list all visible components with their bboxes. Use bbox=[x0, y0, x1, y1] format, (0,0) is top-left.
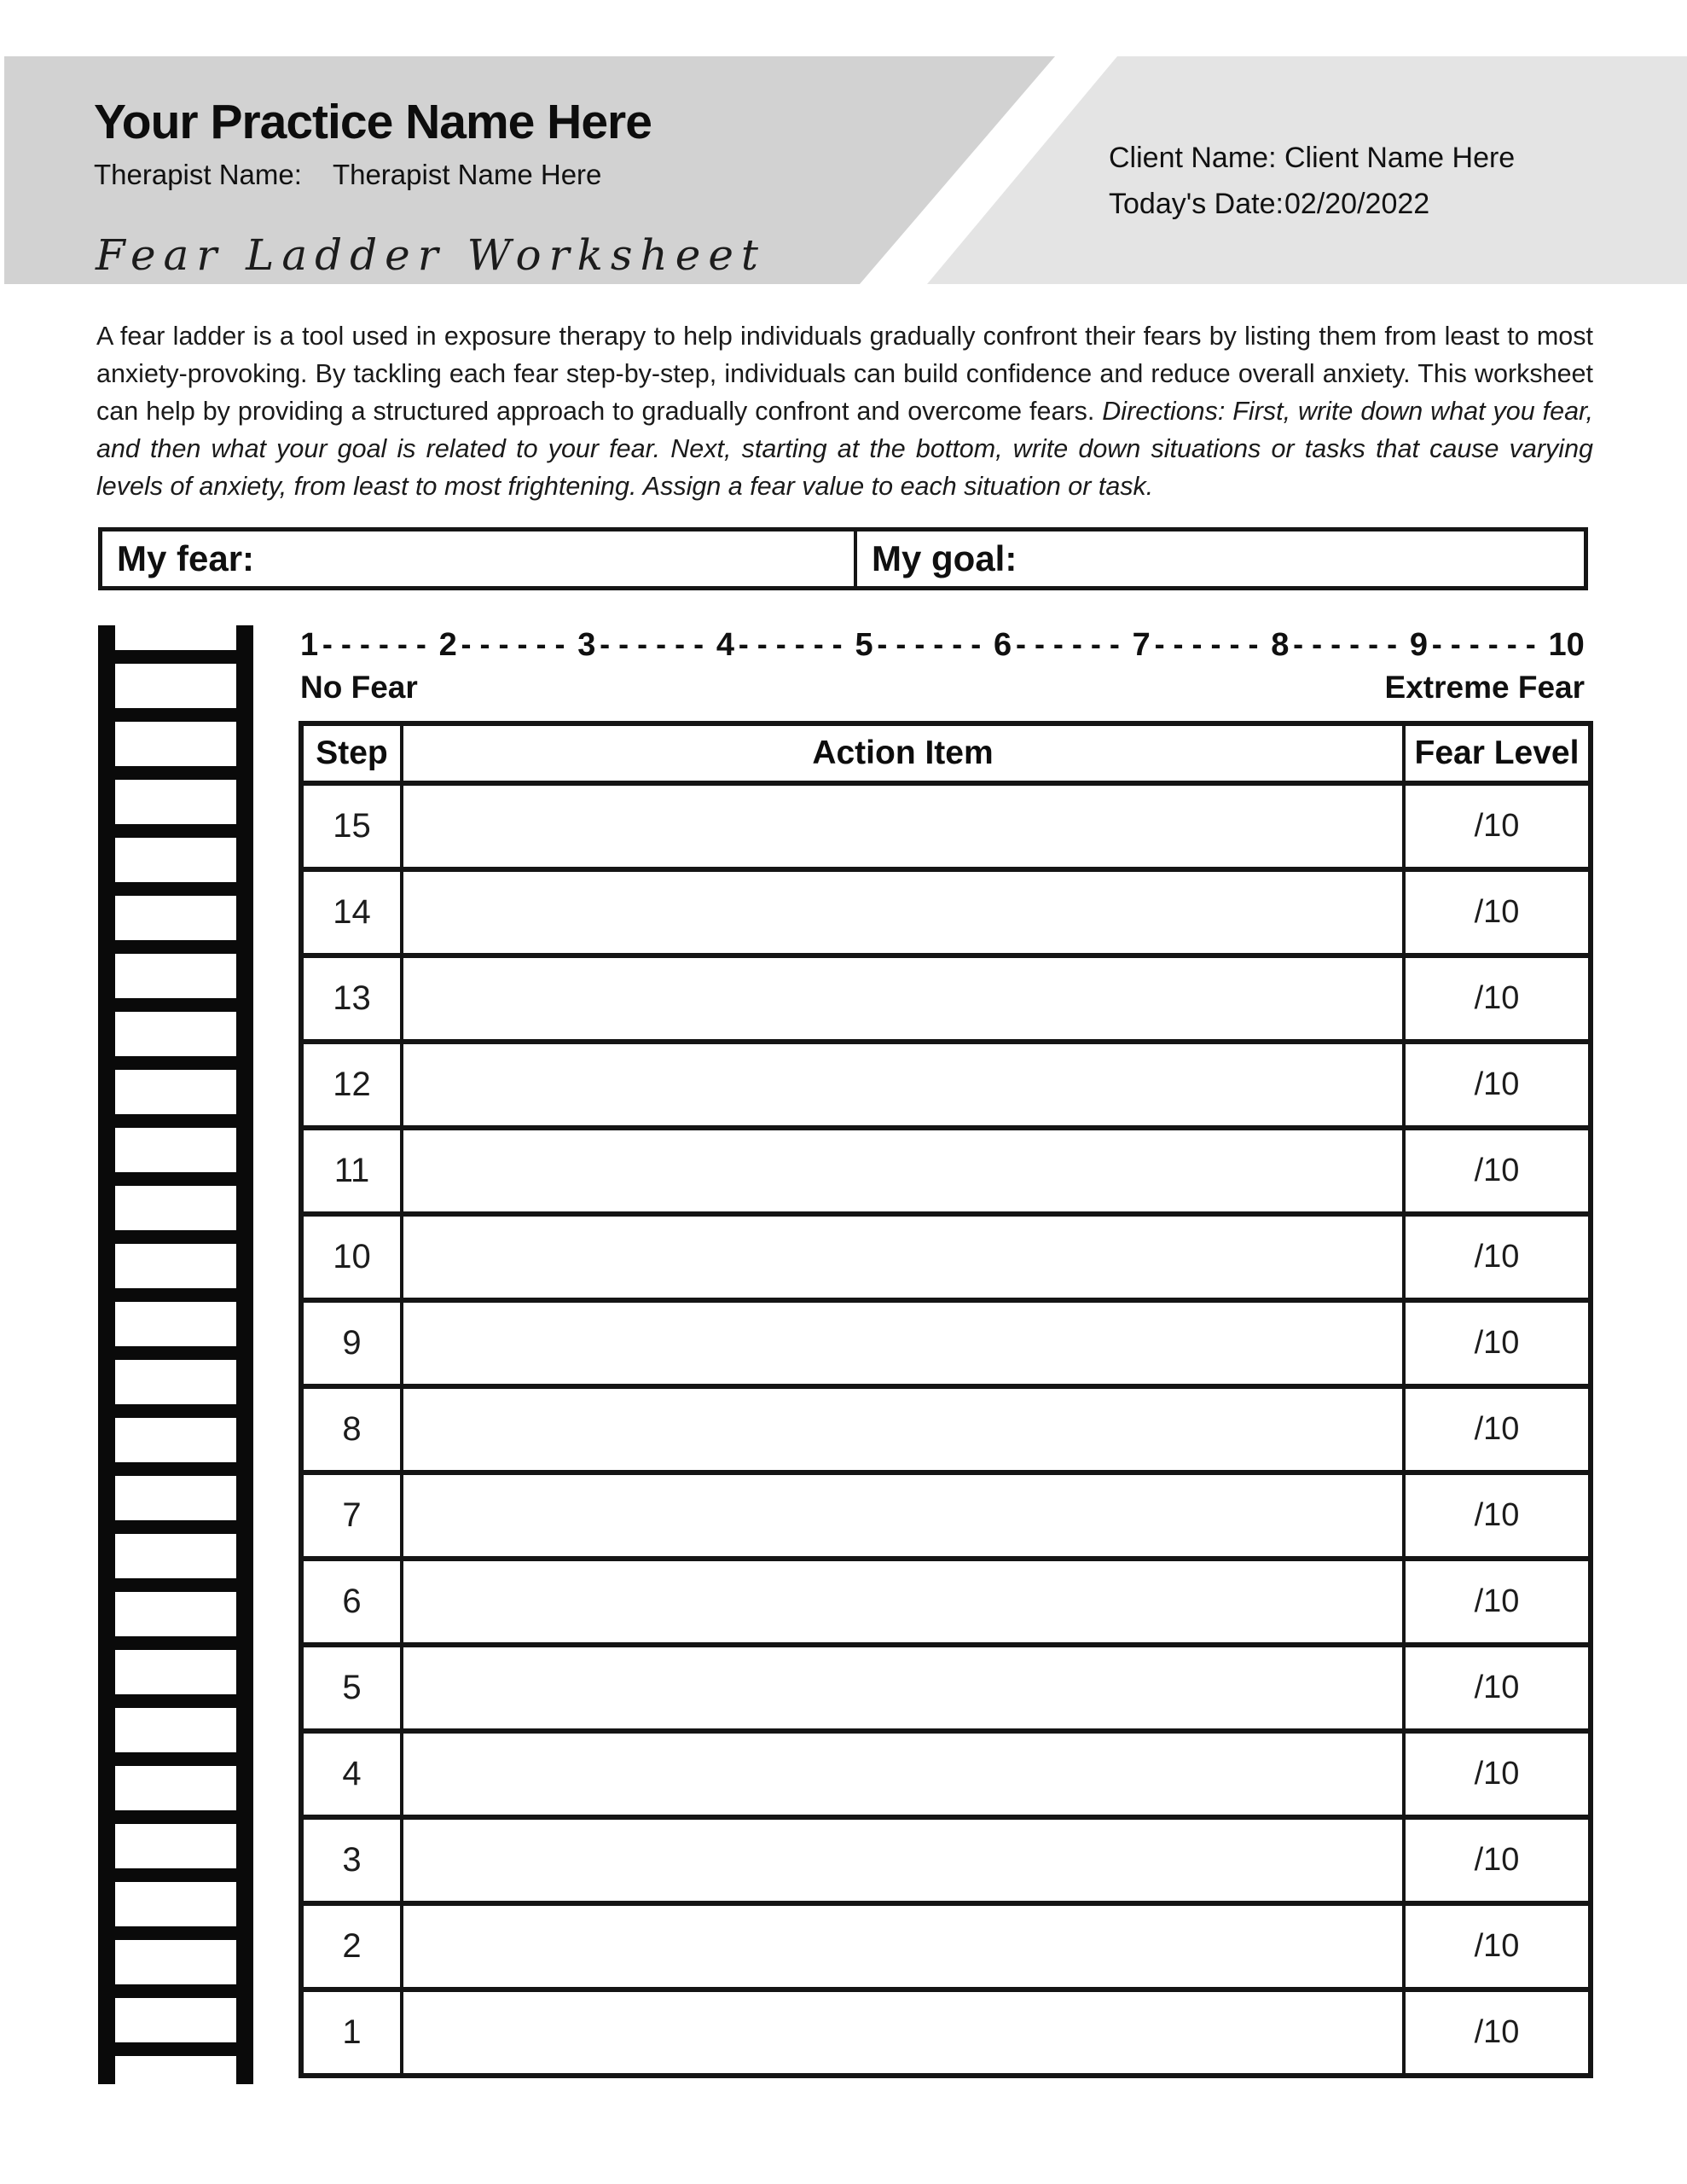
client-name-label: Client Name: bbox=[1109, 142, 1277, 174]
ladder-step-row bbox=[301, 1042, 1591, 1128]
scale-number: 6 bbox=[994, 627, 1012, 663]
action-item-cell[interactable] bbox=[402, 869, 1404, 956]
ladder-step-row bbox=[301, 1300, 1591, 1386]
fear-level-cell[interactable]: /10 bbox=[1404, 1903, 1591, 1989]
action-item-cell[interactable] bbox=[402, 1214, 1404, 1300]
ladder-step-row bbox=[301, 1645, 1591, 1731]
scale-number: 4 bbox=[716, 627, 734, 663]
action-item-cell[interactable] bbox=[402, 1472, 1404, 1559]
fear-level-cell[interactable]: /10 bbox=[1404, 1214, 1591, 1300]
scale-number: 3 bbox=[577, 627, 596, 663]
ladder-step-row bbox=[301, 956, 1591, 1042]
step-cell: 2 bbox=[301, 1903, 402, 1989]
ladder-step-row bbox=[301, 1989, 1591, 2076]
fear-level-cell[interactable]: /10 bbox=[1404, 869, 1591, 956]
scale-dash-group: ------ bbox=[1431, 625, 1545, 661]
client-info-block bbox=[1109, 142, 1515, 234]
fear-scale bbox=[300, 627, 1585, 706]
client-name-row bbox=[1109, 142, 1515, 188]
table-header-row bbox=[301, 723, 1591, 783]
step-cell: 7 bbox=[301, 1472, 402, 1559]
ladder-step-row bbox=[301, 1903, 1591, 1989]
step-column-header: Step bbox=[301, 723, 402, 783]
scale-dash-group: ------ bbox=[877, 625, 990, 661]
fear-level-cell[interactable]: /10 bbox=[1404, 1128, 1591, 1214]
ladder-step-row bbox=[301, 1559, 1591, 1645]
fear-level-cell[interactable]: /10 bbox=[1404, 956, 1591, 1042]
fear-ladder-table bbox=[299, 721, 1593, 2078]
therapist-name-label: Therapist Name: bbox=[94, 159, 302, 190]
worksheet-title: Fear Ladder Worksheet bbox=[96, 230, 766, 280]
ladder-step-row bbox=[301, 1386, 1591, 1472]
scale-number: 10 bbox=[1548, 627, 1585, 663]
action-item-cell[interactable] bbox=[402, 1989, 1404, 2076]
my-goal-label: My goal: bbox=[872, 538, 1017, 578]
action-item-cell[interactable] bbox=[402, 783, 1404, 869]
action-item-cell[interactable] bbox=[402, 1817, 1404, 1903]
action-item-cell[interactable] bbox=[402, 1386, 1404, 1472]
step-cell: 11 bbox=[301, 1128, 402, 1214]
date-value[interactable]: 02/20/2022 bbox=[1284, 188, 1430, 220]
action-item-cell[interactable] bbox=[402, 1645, 1404, 1731]
fear-level-cell[interactable]: /10 bbox=[1404, 1817, 1591, 1903]
intro-directions-text: Directions: First, write down what you fear, and then what your goal is related to your fear. Next, starting at the bottom, write down situations or tasks that cause varying levels of anxiety, from least to most frightening. Assign a fear value to each situation or task. bbox=[96, 397, 1593, 501]
action-item-cell[interactable] bbox=[402, 1300, 1404, 1386]
fear-level-cell[interactable]: /10 bbox=[1404, 1989, 1591, 2076]
fear-level-cell[interactable]: /10 bbox=[1404, 783, 1591, 869]
scale-extreme-fear-label: Extreme Fear bbox=[1384, 670, 1585, 705]
scale-number: 8 bbox=[1271, 627, 1290, 663]
step-cell: 6 bbox=[301, 1559, 402, 1645]
step-cell: 15 bbox=[301, 783, 402, 869]
therapist-name-value[interactable]: Therapist Name Here bbox=[332, 159, 602, 190]
fear-goal-box bbox=[98, 527, 1588, 590]
fear-level-cell[interactable]: /10 bbox=[1404, 1645, 1591, 1731]
action-item-cell[interactable] bbox=[402, 1903, 1404, 1989]
fear-scale-labels bbox=[300, 670, 1585, 706]
practice-name: Your Practice Name Here bbox=[94, 95, 652, 149]
scale-number: 1 bbox=[300, 627, 319, 663]
step-cell: 13 bbox=[301, 956, 402, 1042]
scale-number: 9 bbox=[1409, 627, 1429, 663]
ladder-graphic bbox=[98, 625, 253, 2084]
my-goal-cell[interactable] bbox=[857, 531, 1584, 586]
client-name-value[interactable]: Client Name Here bbox=[1284, 142, 1516, 174]
ladder-step-row bbox=[301, 1214, 1591, 1300]
step-cell: 5 bbox=[301, 1645, 402, 1731]
date-label: Today's Date: bbox=[1109, 188, 1284, 220]
ladder-step-row bbox=[301, 1472, 1591, 1559]
ladder-step-row bbox=[301, 1817, 1591, 1903]
step-cell: 12 bbox=[301, 1042, 402, 1128]
fear-level-cell[interactable]: /10 bbox=[1404, 1731, 1591, 1817]
fear-level-cell[interactable]: /10 bbox=[1404, 1386, 1591, 1472]
step-cell: 3 bbox=[301, 1817, 402, 1903]
scale-dash-group: ------ bbox=[461, 625, 574, 661]
ladder-step-row bbox=[301, 869, 1591, 956]
fear-level-column-header: Fear Level bbox=[1404, 723, 1591, 783]
action-item-cell[interactable] bbox=[402, 1042, 1404, 1128]
scale-number: 7 bbox=[1132, 627, 1151, 663]
fear-level-cell[interactable]: /10 bbox=[1404, 1300, 1591, 1386]
date-row bbox=[1109, 188, 1515, 234]
scale-number: 2 bbox=[438, 627, 457, 663]
scale-dash-group: ------ bbox=[600, 625, 713, 661]
intro-paragraph bbox=[96, 317, 1593, 505]
fear-level-cell[interactable]: /10 bbox=[1404, 1042, 1591, 1128]
scale-dash-group: ------ bbox=[1154, 625, 1267, 661]
therapist-line bbox=[94, 159, 601, 191]
fear-level-cell[interactable]: /10 bbox=[1404, 1472, 1591, 1559]
scale-number: 5 bbox=[855, 627, 873, 663]
action-item-cell[interactable] bbox=[402, 956, 1404, 1042]
step-cell: 10 bbox=[301, 1214, 402, 1300]
ladder-step-row bbox=[301, 1731, 1591, 1817]
scale-dash-group: ------ bbox=[1293, 625, 1406, 661]
step-cell: 8 bbox=[301, 1386, 402, 1472]
action-item-cell[interactable] bbox=[402, 1559, 1404, 1645]
step-cell: 14 bbox=[301, 869, 402, 956]
intro-normal-text: A fear ladder is a tool used in exposure therapy to help individuals gradually confront their fears by listing them from least to most anxiety-provoking. By tackling each fear step-by-step, individuals can build confidence and reduce overall anxiety. This worksheet can help by providing a structured approach to gradually confront and overcome fears. bbox=[96, 322, 1593, 426]
action-item-column-header: Action Item bbox=[402, 723, 1404, 783]
scale-dash-group: ------ bbox=[1015, 625, 1128, 661]
ladder-step-row bbox=[301, 1128, 1591, 1214]
scale-dash-group: ------ bbox=[322, 625, 435, 661]
scale-no-fear-label: No Fear bbox=[300, 670, 418, 705]
step-cell: 1 bbox=[301, 1989, 402, 2076]
my-fear-cell[interactable] bbox=[102, 531, 857, 586]
fear-level-cell[interactable]: /10 bbox=[1404, 1559, 1591, 1645]
fear-scale-numbers bbox=[300, 627, 1585, 664]
action-item-cell[interactable] bbox=[402, 1731, 1404, 1817]
my-fear-label: My fear: bbox=[117, 538, 255, 578]
scale-dash-group: ------ bbox=[738, 625, 851, 661]
step-cell: 9 bbox=[301, 1300, 402, 1386]
step-cell: 4 bbox=[301, 1731, 402, 1817]
ladder-step-row bbox=[301, 783, 1591, 869]
action-item-cell[interactable] bbox=[402, 1128, 1404, 1214]
